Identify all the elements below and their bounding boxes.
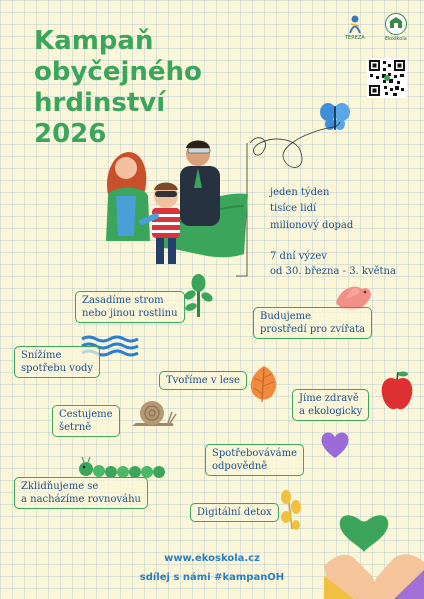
activity-food <box>292 389 369 421</box>
activity-travel-line-2: šetrně <box>59 422 92 433</box>
activity-forest <box>159 371 247 390</box>
heart-purple-icon <box>320 430 350 460</box>
website-link[interactable]: www.ekoskola.cz <box>164 553 260 564</box>
title-line-4: 2026 <box>34 119 107 149</box>
activity-food-line-1: Jíme zdravě <box>299 393 359 404</box>
tagline-line-2: tisíce lidí <box>270 203 317 214</box>
activity-tree-line-1: Zasadíme strom <box>82 295 164 306</box>
activity-calm <box>14 477 148 509</box>
tagline-line-3: milionový dopad <box>270 220 354 231</box>
tagline-line-1: jeden týden <box>270 187 330 198</box>
tereza-logo-label: TEREZA <box>345 35 365 41</box>
activity-calm-line-1: Zklidňujeme se <box>21 481 99 492</box>
ekoskola-logo-label: Ekoškola <box>385 36 407 42</box>
apple-icon <box>380 370 414 412</box>
activity-animals-line-1: Budujeme <box>260 311 312 322</box>
tagline-line-5: od 30. března - 3. května <box>270 266 396 277</box>
leaf-icon <box>246 364 282 404</box>
activity-consume-line-2: odpovědně <box>212 461 268 472</box>
activity-tree <box>75 291 185 323</box>
activity-forest-line-1: Tvoříme v lese <box>166 375 240 386</box>
activity-animals <box>253 307 372 339</box>
activity-travel-line-1: Cestujeme <box>59 409 113 420</box>
activity-animals-line-2: prostředí pro zvířata <box>260 324 366 335</box>
activity-consume <box>205 444 304 476</box>
activity-consume-line-1: Spotřebováváme <box>212 448 298 459</box>
activity-detox <box>190 503 279 522</box>
activity-travel <box>52 405 120 437</box>
hands-heart-illustration <box>324 496 424 599</box>
heroes-illustration <box>98 136 248 276</box>
sprig-icon <box>276 489 306 533</box>
activity-water <box>14 346 100 378</box>
title-line-2: obyčejného <box>34 57 202 87</box>
activity-detox-line-1: Digitální detox <box>197 507 272 518</box>
hashtag-text: sdílej s námi #kampanOH <box>139 572 285 583</box>
snail-icon <box>128 396 176 430</box>
title-line-3: hrdinství <box>34 88 166 118</box>
activity-tree-line-2: nebo jinou rostlinu <box>82 308 178 319</box>
activity-water-line-1: Snížíme <box>21 350 62 361</box>
tagline-line-4: 7 dní výzev <box>270 251 327 262</box>
title-line-1: Kampaň <box>34 26 154 56</box>
activity-water-line-2: spotřebu vody <box>21 363 94 374</box>
plant-icon <box>183 273 213 319</box>
activity-calm-line-2: a nacházíme rovnováhu <box>21 494 141 505</box>
activity-food-line-2: a ekologicky <box>299 406 363 417</box>
